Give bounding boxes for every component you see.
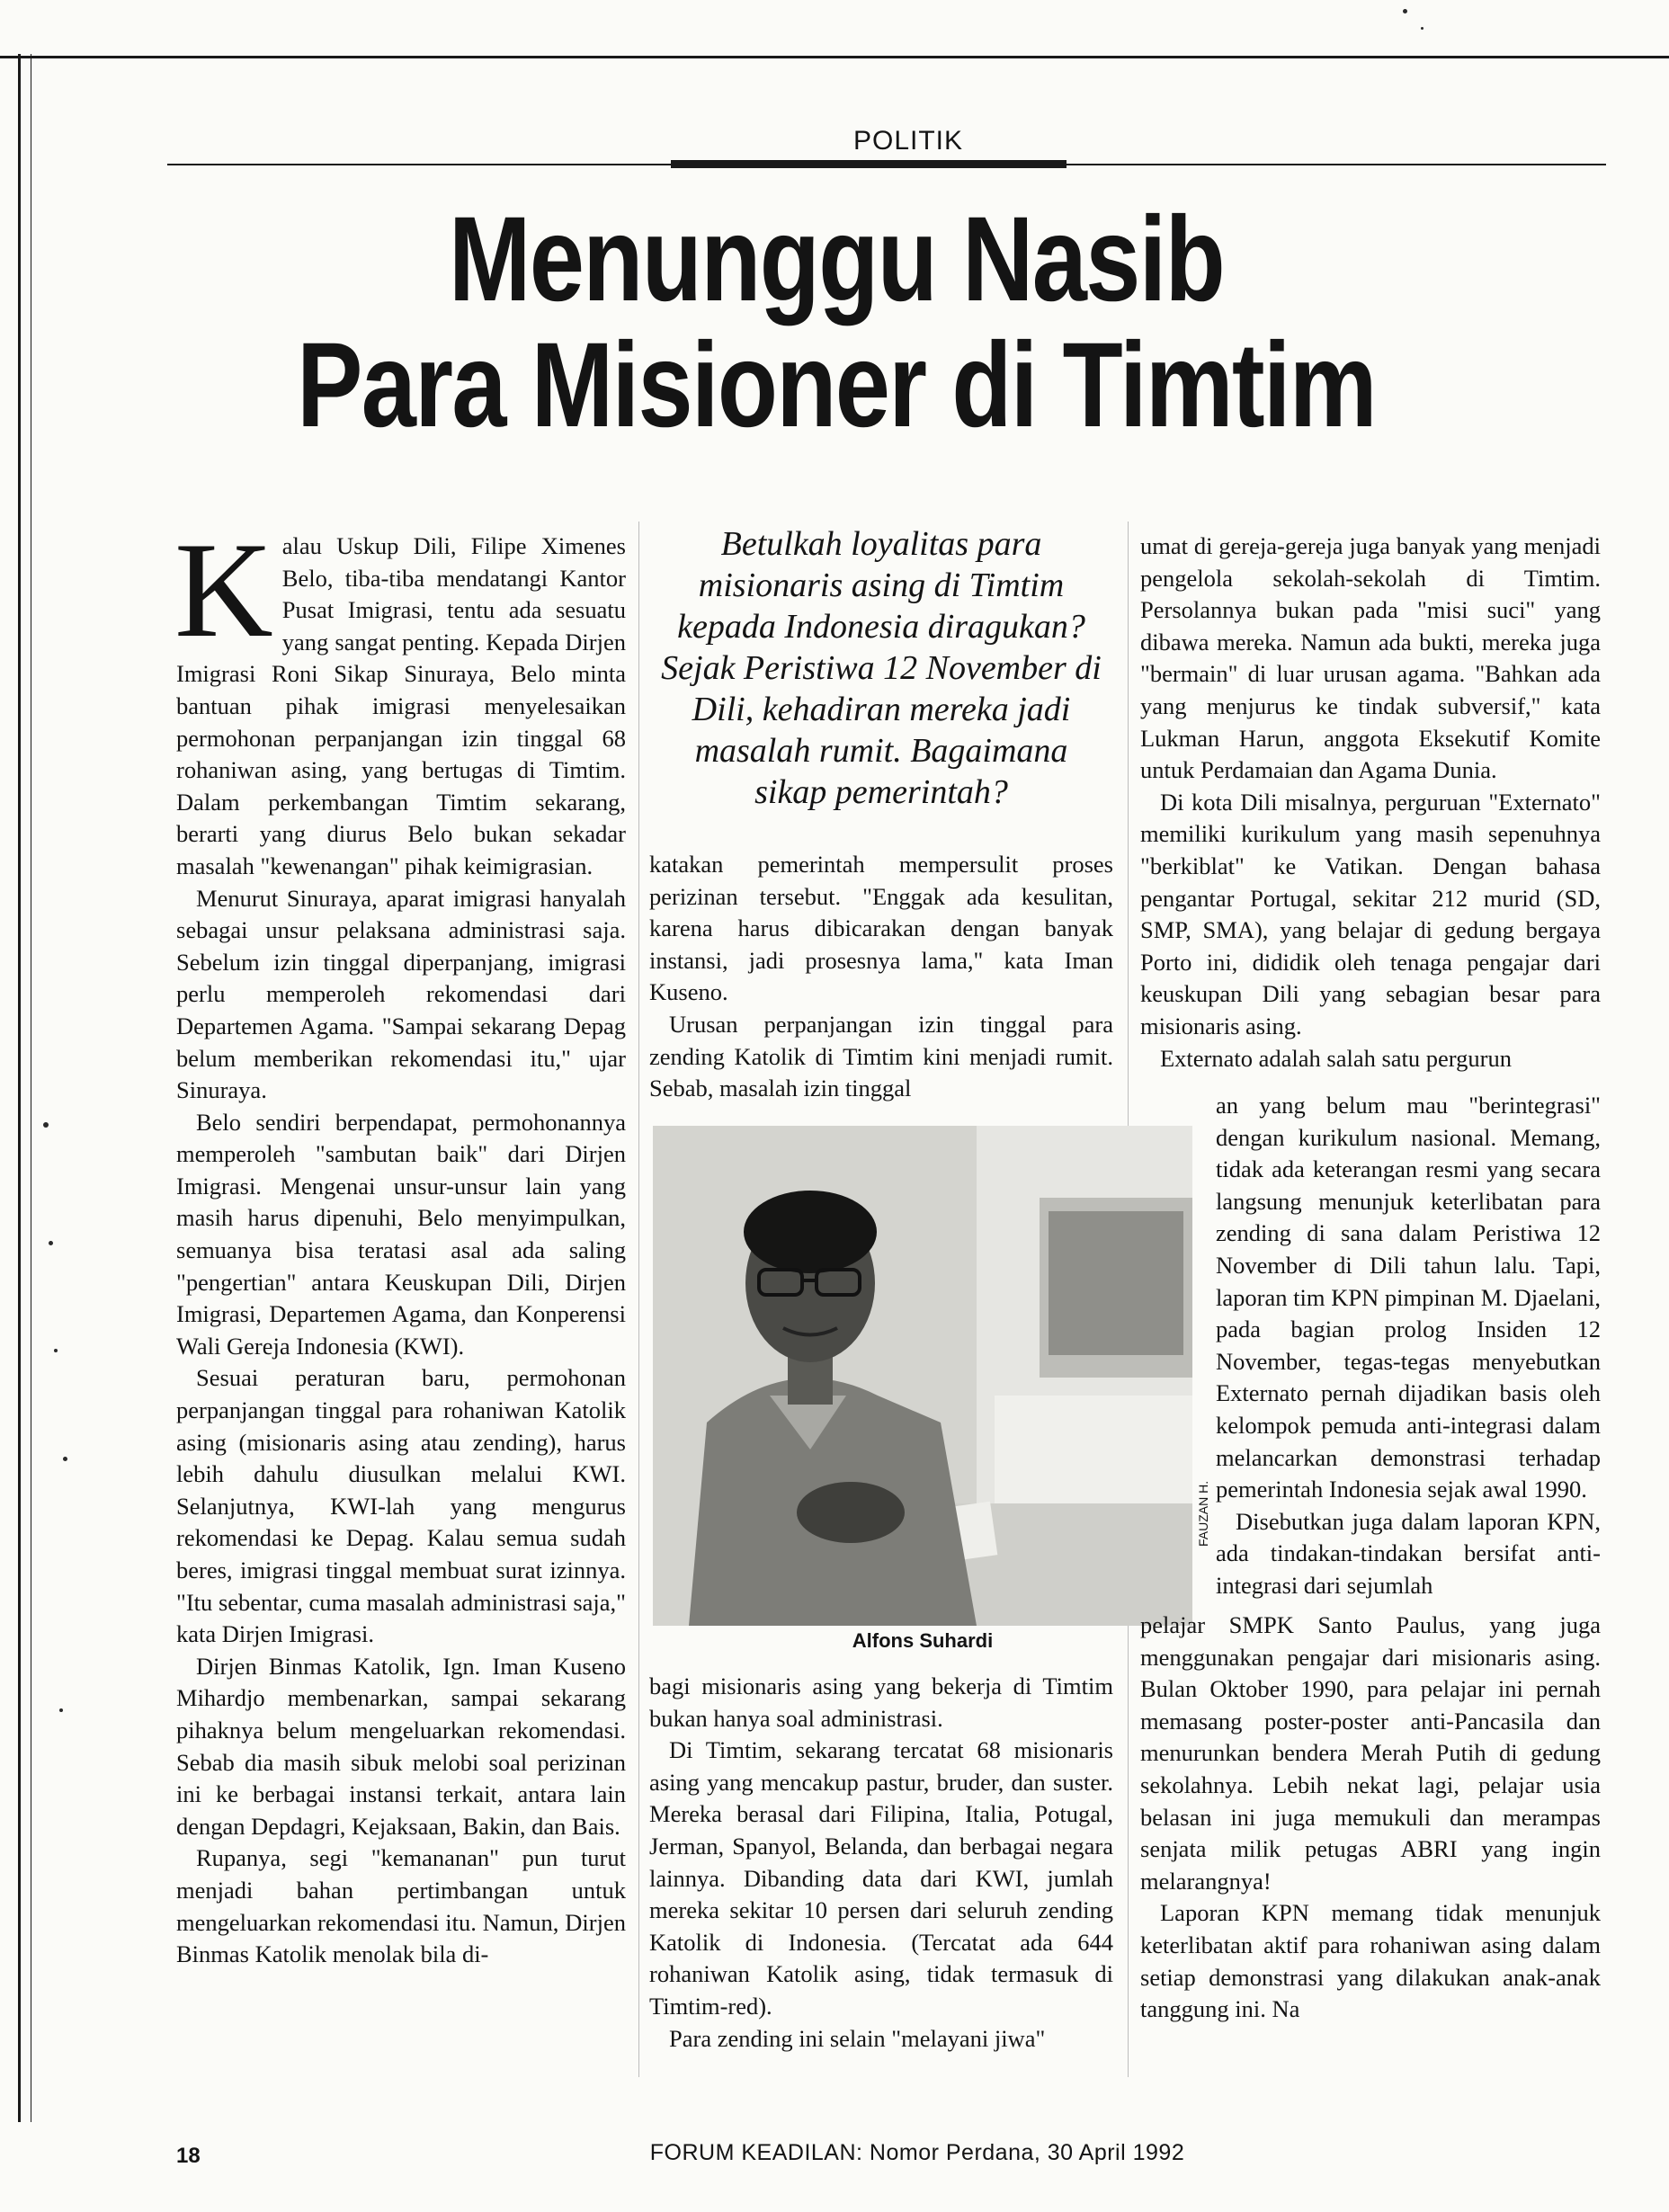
article-column-3-bottom <box>1140 1610 1601 2026</box>
section-rule-center <box>671 160 1067 168</box>
scan-speck <box>63 1457 67 1461</box>
paragraph: Di kota Dili misalnya, perguruan "Externato" memiliki kurikulum yang masih sepenuhnya "berkiblat" ke Vatikan. Dengan bahasa pengantar Portugal, sekitar 212 murid (SD, SMP, SMA), yang belajar di gedung bergaya Porto ini, dididik oleh tenaga pengajar dari keuskupan Dili yang sebagian besar para misionaris asing. <box>1140 788 1601 1039</box>
page-number: 18 <box>176 2144 201 2168</box>
paragraph: pelajar SMPK Santo Paulus, yang juga menggunakan pengajar dari misionaris asing. Bulan Oktober 1990, para pelajar ini pernah memasang poster-poster anti-Pancasila dan menurunkan bendera Merah Putih di gedung sekolahnya. Lebih nekat lagi, pelajar usia belasan ini juga memukuli dan merampas senjata milik petugas ABRI yang ingin melarangnya! <box>1140 1611 1601 1895</box>
left-border-rule <box>18 54 21 2122</box>
paragraph: Externato adalah salah satu pergurun <box>1160 1044 1512 1072</box>
paragraph: Belo sendiri berpendapat, permohonannya memperoleh "sambutan baik" dari Dirjen Imigrasi. Mengenai unsur-unsur lain yang masih harus dipenuhi, Belo menyimpulkan, semuanya bisa teratasi asal ada saling "pengertian" antara Keuskupan Dili, Dirjen Imigrasi, Departemen Agama, dan Konperensi Wali Gereja Indonesia (KWI). <box>176 1108 626 1360</box>
article-column-2-bottom <box>649 1671 1113 2055</box>
scan-speck <box>43 1122 49 1128</box>
pull-quote: Betulkah loyalitas para misionaris asing di Timtim kepada Indonesia diragukan? Sejak Peristiwa 12 November di Dili, kehadiran mereka jadi masalah rumit. Bagaimana sikap pemerintah? <box>661 525 1102 811</box>
paragraph: Dirjen Binmas Katolik, Ign. Iman Kuseno Mihardjo membenarkan, sampai sekarang pihaknya belum mengeluarkan rekomendasi. Sebab dia masih sibuk melobi soal perizinan ini ke berbagai instansi terkait, antara lain dengan Depdagri, Kejaksaan, Bakin, dan Bais. <box>176 1652 626 1840</box>
photo-credit: FAUZAN H. <box>1196 1480 1210 1547</box>
scan-speck <box>1421 27 1424 30</box>
paragraph: an yang belum mau "berintegrasi" dengan kurikulum nasional. Memang, tidak ada keterangan resmi yang secara langsung menunjuk keterlibatan para zending di sana dalam Peristiwa 12 November di Dili tahun lalu. Tapi, laporan tim KPN pimpinan M. Djaelani, pada bagian prolog Insiden 12 November, tegas-tegas menyebutkan Externato pernah dijadikan basis oleh kelompok pemuda anti-integrasi dalam melancarkan demonstrasi terhadap pemerintah Indonesia sejak awal 1990. <box>1216 1092 1601 1503</box>
top-border-rule <box>0 56 1669 58</box>
article-column-1 <box>174 514 626 1971</box>
paragraph: Di Timtim, sekarang tercatat 68 misionaris asing yang mencakup pastur, bruder, dan suster. Mereka berasal dari Filipina, Italia, Potugal, Jerman, Spanyol, Belanda, dan berbagai negara lainnya. Dibanding data dari KWI, jumlah mereka sekitar 10 persen dari seluruh zending Katolik di Indonesia. (Tercatat ada 644 rohaniwan Katolik asing, tidak termasuk di Timtim-red). <box>649 1736 1113 2020</box>
article-column-3-top <box>1140 531 1601 1075</box>
headline-line-1: Menunggu Nasib <box>448 192 1225 326</box>
paragraph: alau Uskup Dili, Filipe Ximenes Belo, tiba-tiba mendatangi Kantor Pusat Imigrasi, tentu ada sesuatu yang sangat penting. Kepada Dirjen Imigrasi Roni Sikap Sinuraya, Belo minta bantuan pihak imigrasi menyelesaikan permohonan perpanjangan izin tinggal 68 rohaniwan asing, yang bertugas di Timtim. Dalam perkembangan Timtim sekarang, berarti yang diurus Belo bukan sekadar masalah "kewenangan" pihak keimigrasian. <box>176 532 626 879</box>
publication-footer: FORUM KEADILAN: Nomor Perdana, 30 April 1992 <box>649 2140 1185 2165</box>
photo-caption: Alfons Suhardi <box>852 1629 994 1652</box>
paragraph: bagi misionaris asing yang bekerja di Timtim bukan hanya soal administrasi. <box>649 1672 1113 1732</box>
scan-speck <box>54 1349 58 1352</box>
paragraph: Disebutkan juga dalam laporan KPN, ada tindakan-tindakan bersifat anti-integrasi dari sejumlah <box>1216 1507 1601 1599</box>
paragraph: Laporan KPN memang tidak menunjuk keterlibatan aktif para rohaniwan asing dalam setiap demonstrasi yang dilakukan anak-anak tanggung ini. Na <box>1140 1899 1601 2023</box>
photo-illustration <box>653 1126 1192 1626</box>
column-divider <box>638 522 639 2077</box>
scan-speck <box>59 1708 63 1712</box>
paragraph: Para zending ini selain "melayani jiwa" <box>669 2024 1046 2052</box>
paragraph: katakan pemerintah mempersulit proses perizinan tersebut. "Enggak ada kesulitan, karena harus dibicarakan dengan banyak instansi, jadi prosesnya lama," kata Iman Kuseno. <box>649 851 1113 1006</box>
dropcap: K <box>174 514 273 665</box>
paragraph: Menurut Sinuraya, aparat imigrasi hanyalah sebagai unsur pelaksana administrasi saja. Sebelum izin tinggal diperpanjang, imigrasi perlu memperoleh rekomendasi dari Departemen Agama. "Sampai sekarang Depag belum memberikan rekomendasi itu," ujar Sinuraya. <box>176 884 626 1104</box>
article-column-2-top <box>649 849 1113 1105</box>
section-rule-right <box>1067 164 1606 165</box>
scan-speck <box>49 1241 53 1245</box>
headline-line-2: Para Misioner di Timtim <box>297 318 1376 452</box>
paragraph: Sesuai peraturan baru, permohonan perpanjangan tinggal para rohaniwan Katolik asing (misionaris asing atau zending), harus lebih dahulu diusulkan melalui KWI. Selanjutnya, KWI-lah yang mengurus rekomendasi ke Depag. Kalau semua sudah beres, imigrasi tinggal membuat surat izinnya. "Itu sebentar, cuma masalah administrasi saja," kata Dirjen Imigrasi. <box>176 1364 626 1648</box>
paragraph: Rupanya, segi "kemananan" pun turut menjadi bahan pertimbangan untuk mengeluarkan rekomendasi itu. Namun, Dirjen Binmas Katolik menolak bila di- <box>176 1844 626 1968</box>
paragraph: umat di gereja-gereja juga banyak yang menjadi pengelola sekolah-sekolah di Timtim. Persolannya bukan pada "misi suci" yang dibawa mereka. Namun ada bukti, mereka juga "bermain" di luar urusan agama. "Bahkan ada yang menjurus ke tindak subversif," kata Lukman Harun, anggota Eksekutif Komite untuk Perdamaian dan Agama Dunia. <box>1140 532 1601 784</box>
article-photo <box>653 1126 1192 1626</box>
section-label: POLITIK <box>852 126 964 156</box>
scan-speck <box>1403 9 1407 13</box>
paragraph: Urusan perpanjangan izin tinggal para zending Katolik di Timtim kini menjadi rumit. Sebab, masalah izin tinggal <box>649 1010 1113 1102</box>
article-column-3-wrap <box>1216 1090 1601 1602</box>
section-rule-left <box>167 164 671 165</box>
